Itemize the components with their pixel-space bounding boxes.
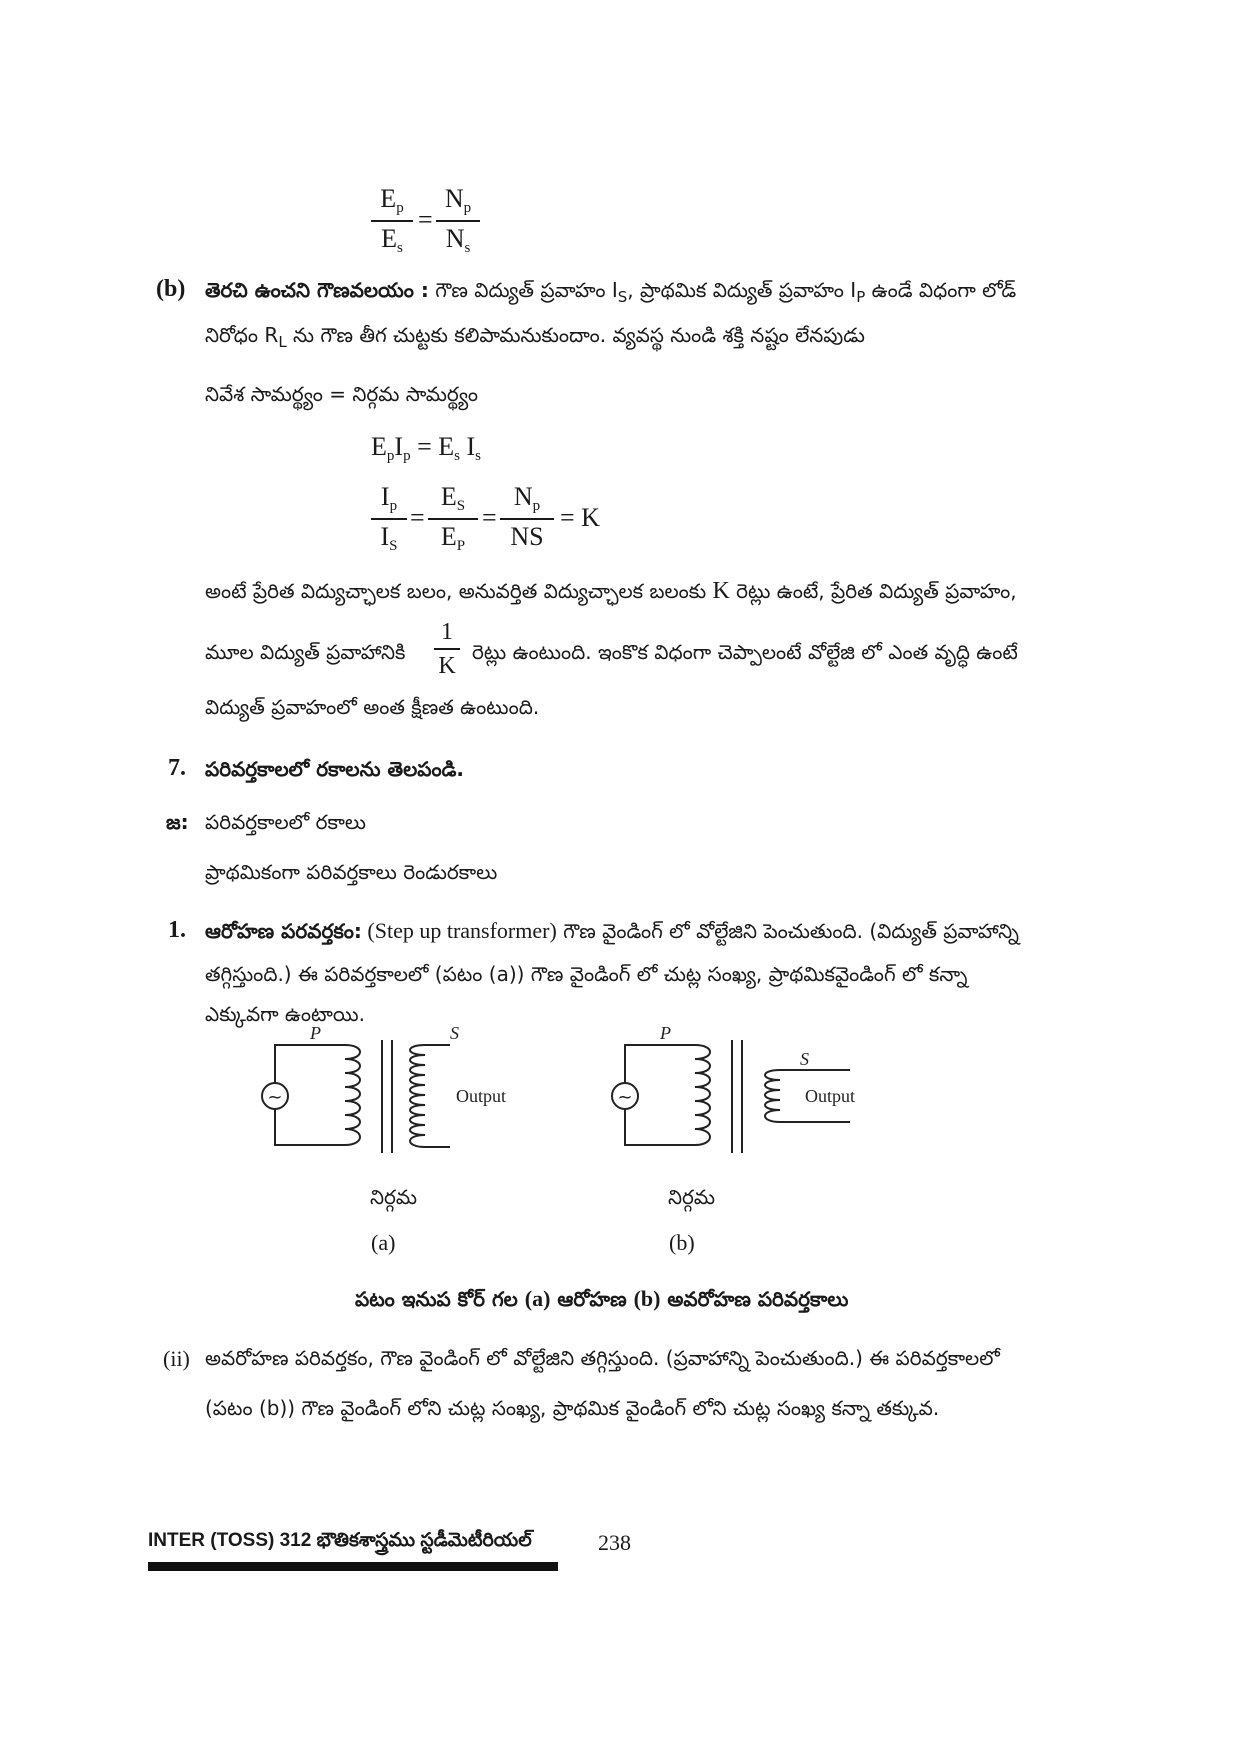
svg-text:Output: Output: [456, 1086, 507, 1106]
section-b-line3: నివేశ సామర్థ్యం = నిర్గమ సామర్థ్యం: [205, 382, 479, 406]
fraction-one-over-k: 1 K: [434, 620, 460, 678]
equals-k: = K: [560, 503, 600, 532]
answer-line2: ప్రాథమికంగా పరివర్తకాలు రెండురకాలు: [205, 860, 498, 884]
item1-line1: ఆరోహణ పరవర్తకం: (Step up transformer) గౌణ వైండింగ్ లో వోల్టేజిని పెంచుతుంది. (విద్యుత్ ప్రవాహాన్ని: [205, 918, 1019, 943]
transformer-diagram-a: [250, 1025, 570, 1175]
formula-np-ns2: $N_p$ NS: [500, 484, 554, 550]
footer-title: INTER (TOSS) 312 భౌతికశాస్త్రము స్టడీమెటీరియల్: [148, 1530, 532, 1551]
diagram-a-label: నిర్గమ: [370, 1185, 418, 1209]
diagram-b-caption: (b): [669, 1230, 695, 1255]
formula-np-ns: $N_p$ $N_s$: [436, 186, 480, 256]
q7-number: 7.: [168, 755, 186, 781]
q7-text: పరివర్తకాలలో రకాలను తెలపండి.: [205, 757, 465, 781]
formula-ip-is: $I_p$ $I_S$: [371, 484, 407, 554]
equals-sign: =: [410, 503, 425, 532]
svg-text:P: P: [310, 1025, 321, 1043]
formula-es-ep: $E_S$ $E_P$: [428, 484, 478, 554]
para1-line2a: మూల విద్యుత్ ప్రవాహానికి: [205, 640, 406, 664]
para1-line2b: రెట్లు ఉంటుంది. ఇంకొక విధంగా చెప్పాలంటే వోల్టేజి లో ఎంత వృద్ధి ఉంటే: [472, 640, 1018, 664]
section-b-marker: (b): [156, 276, 186, 302]
svg-text:~: ~: [267, 1087, 283, 1108]
svg-text:~: ~: [617, 1087, 633, 1108]
item1-number: 1.: [168, 917, 186, 943]
diagram-a-caption: (a): [371, 1230, 396, 1255]
figure-caption: పటం ఇనుప కోర్ గల (a) ఆరోహణ (b) అవరోహణ పరివర్తకాలు: [355, 1286, 849, 1311]
equals-sign: =: [482, 503, 497, 532]
diagram-b-label: నిర్గమ: [668, 1185, 716, 1209]
item2-line1: అవరోహణ పరివర్తకం, గౌణ వైండింగ్ లో వోల్టేజిని తగ్గిస్తుంది. (ప్రవాహాన్ని పెంచుతుంది.) ఈ పరివర్తకాలలో: [205, 1346, 1000, 1370]
para1-line1: అంటే ప్రేరిత విద్యుచ్ఛాలక బలం, అనువర్తిత విద్యుచ్ఛాలక బలంకు K రెట్లు ఉంటే, ప్రేరిత విద్యుత్ ప్రవాహం,: [205, 578, 1017, 604]
para1-line3: విద్యుత్ ప్రవాహంలో అంత క్షీణత ఉంటుంది.: [205, 695, 540, 719]
item1-line3: ఎక్కువగా ఉంటాయి.: [205, 1002, 365, 1026]
answer-text: పరివర్తకాలలో రకాలు: [205, 810, 366, 834]
item2-line2: (పటం (b)) గౌణ వైండింగ్ లోని చుట్ల సంఖ్య, ప్రాథమిక వైండింగ్ లోని చుట్ల సంఖ్య కన్నా తక్కువ.: [205, 1396, 940, 1420]
item2-number: (ii): [163, 1346, 190, 1371]
svg-text:S: S: [800, 1049, 809, 1069]
section-b-line2: నిరోధం $R_L$ ను గౌణ తీగ చుట్టకు కలిపామనుకుందాం. వ్యవస్థ నుండి శక్తి నష్టం లేనపుడు: [205, 323, 865, 351]
page-number: 238: [598, 1530, 631, 1555]
item1-line2: తగ్గిస్తుంది.) ఈ పరివర్తకాలలో (పటం (a)) గౌణ వైండింగ్ లో చుట్ల సంఖ్య, ప్రాథమికవైండింగ్ లో కన్నా: [205, 962, 968, 986]
section-b-heading: తెరచి ఉంచని గౌణవలయం :: [205, 278, 429, 302]
footer-rule: [148, 1562, 558, 1571]
svg-text:S: S: [450, 1025, 459, 1043]
transformer-diagram-b: [600, 1025, 920, 1175]
formula-power: $E_pI_p = E_s$ $I_s$: [371, 432, 481, 464]
answer-marker: జ:: [166, 810, 189, 834]
section-b-line1: తెరచి ఉంచని గౌణవలయం : గౌణ విద్యుత్ ప్రవాహం $I_S$, ప్రాథమిక విద్యుత్ ప్రవాహం $I_P$ ఉండే విధంగా లోడ్: [205, 278, 1017, 306]
equals-sign: =: [418, 205, 433, 234]
svg-text:P: P: [660, 1025, 671, 1043]
formula-ep-es: $E_p$ $E_s$: [371, 186, 413, 256]
svg-text:Output: Output: [805, 1086, 856, 1106]
